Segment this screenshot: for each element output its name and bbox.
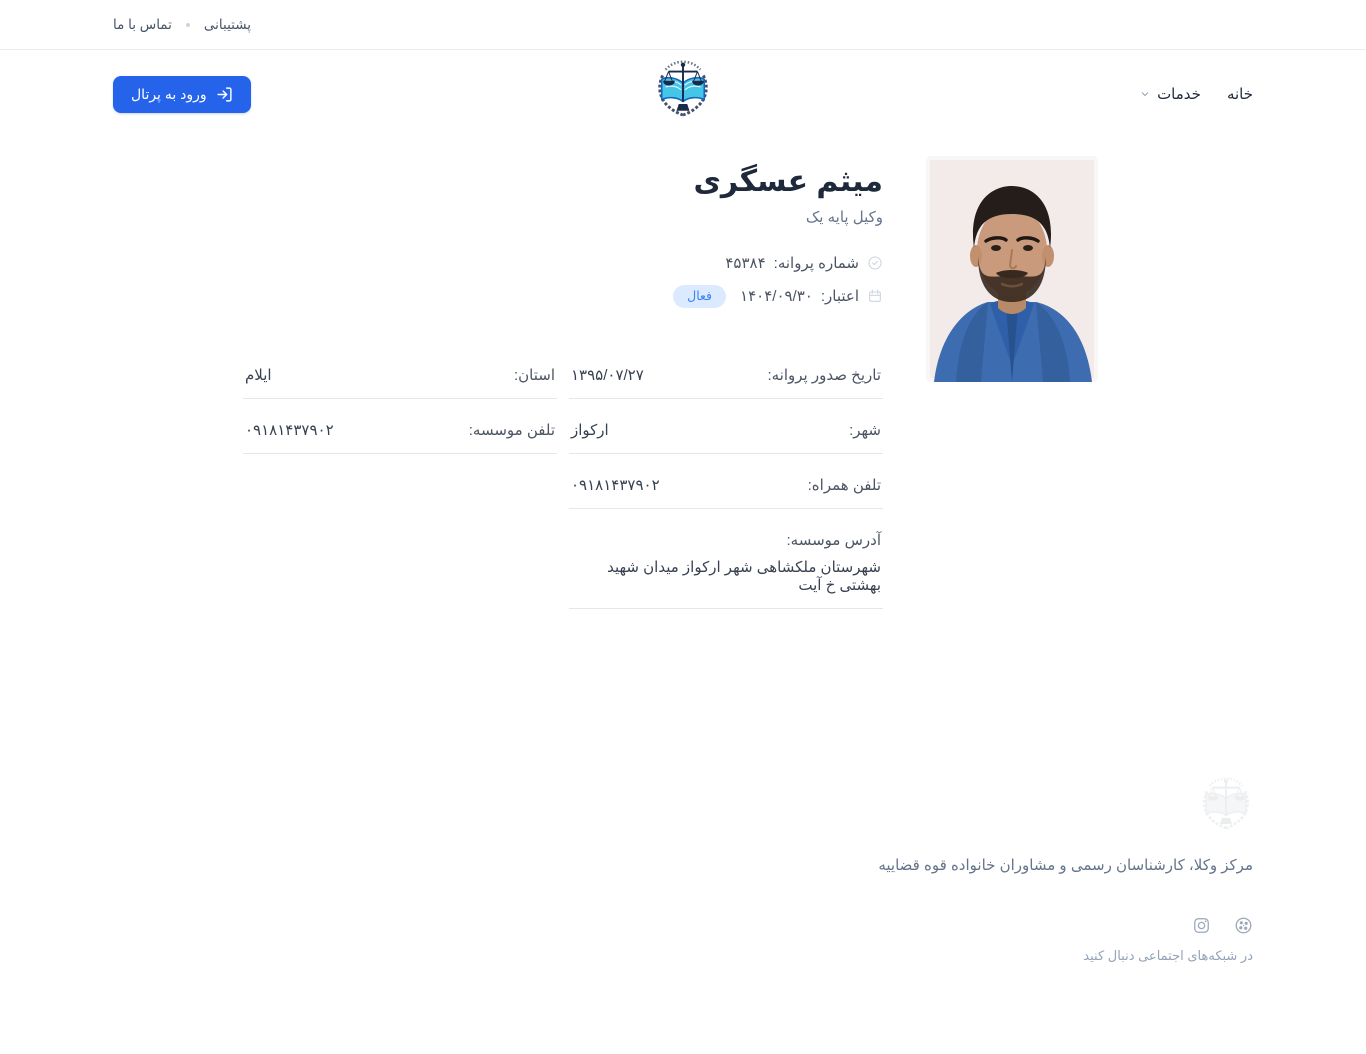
field-province: استان: ایلام [243,358,557,399]
check-circle-icon [867,255,883,271]
nav-services-label: خدمات [1157,86,1201,103]
login-portal-button[interactable] [113,76,251,113]
main-nav [1139,85,1253,103]
profile-page [113,156,1253,609]
license-label: شماره پروانه: [773,255,859,272]
org-logo[interactable] [654,56,712,125]
validity-date: ۱۴۰۴/۰۹/۳۰ [740,288,813,306]
calendar-icon [867,288,883,304]
field-city: شهر: ارکواز [569,413,883,454]
profile-name: میثم عسگری [693,165,883,198]
footer-org-name: مرکز وکلا، کارشناسان رسمی و مشاوران خانواده قوه قضاییه [878,856,1253,874]
validity-label: اعتبار: [820,288,859,306]
field-issue-date: تاریخ صدور پروانه: ۱۳۹۵/۰۷/۲۷ [569,358,883,399]
main-header [0,50,1366,138]
chevron-down-icon [1139,88,1151,100]
aparat-icon[interactable] [1234,916,1253,935]
login-button-label: ورود به پرتال [131,85,207,102]
license-number-line [243,254,883,272]
nav-home[interactable]: خانه [1226,86,1253,103]
contact-us-link[interactable]: تماس با ما [113,16,172,32]
justice-scales-logo-icon [654,56,712,120]
field-mobile-phone: تلفن همراه: ۰۹۱۸۱۴۳۷۹۰۲ [569,468,883,509]
instagram-icon[interactable] [1192,916,1211,935]
field-office-address: آدرس موسسه: شهرستان ملکشاهی شهر ارکواز میدان شهید بهشتی خ آیت [569,523,883,609]
nav-services[interactable] [1139,85,1201,103]
separator-dot [186,23,190,27]
page-footer [0,773,1366,1054]
validity-line [243,285,883,308]
login-icon [216,86,233,103]
field-office-phone: تلفن موسسه: ۰۹۱۸۱۴۳۷۹۰۲ [243,413,557,454]
topbar [0,0,1366,50]
social-links [1192,916,1253,935]
topbar-links [113,17,251,33]
license-number: ۴۵۳۸۴ [725,255,766,272]
profile-title: وکیل پایه یک [805,209,883,226]
field-empty [243,468,557,509]
profile-photo [926,156,1098,382]
profile-meta [243,254,883,308]
status-badge: فعال [673,285,726,308]
footer-logo-icon [1199,773,1253,838]
social-caption: در شبکه‌های اجتماعی دنبال کنید [1083,947,1253,963]
support-link[interactable]: پشتیبانی [203,16,252,32]
profile-fields [243,358,883,609]
